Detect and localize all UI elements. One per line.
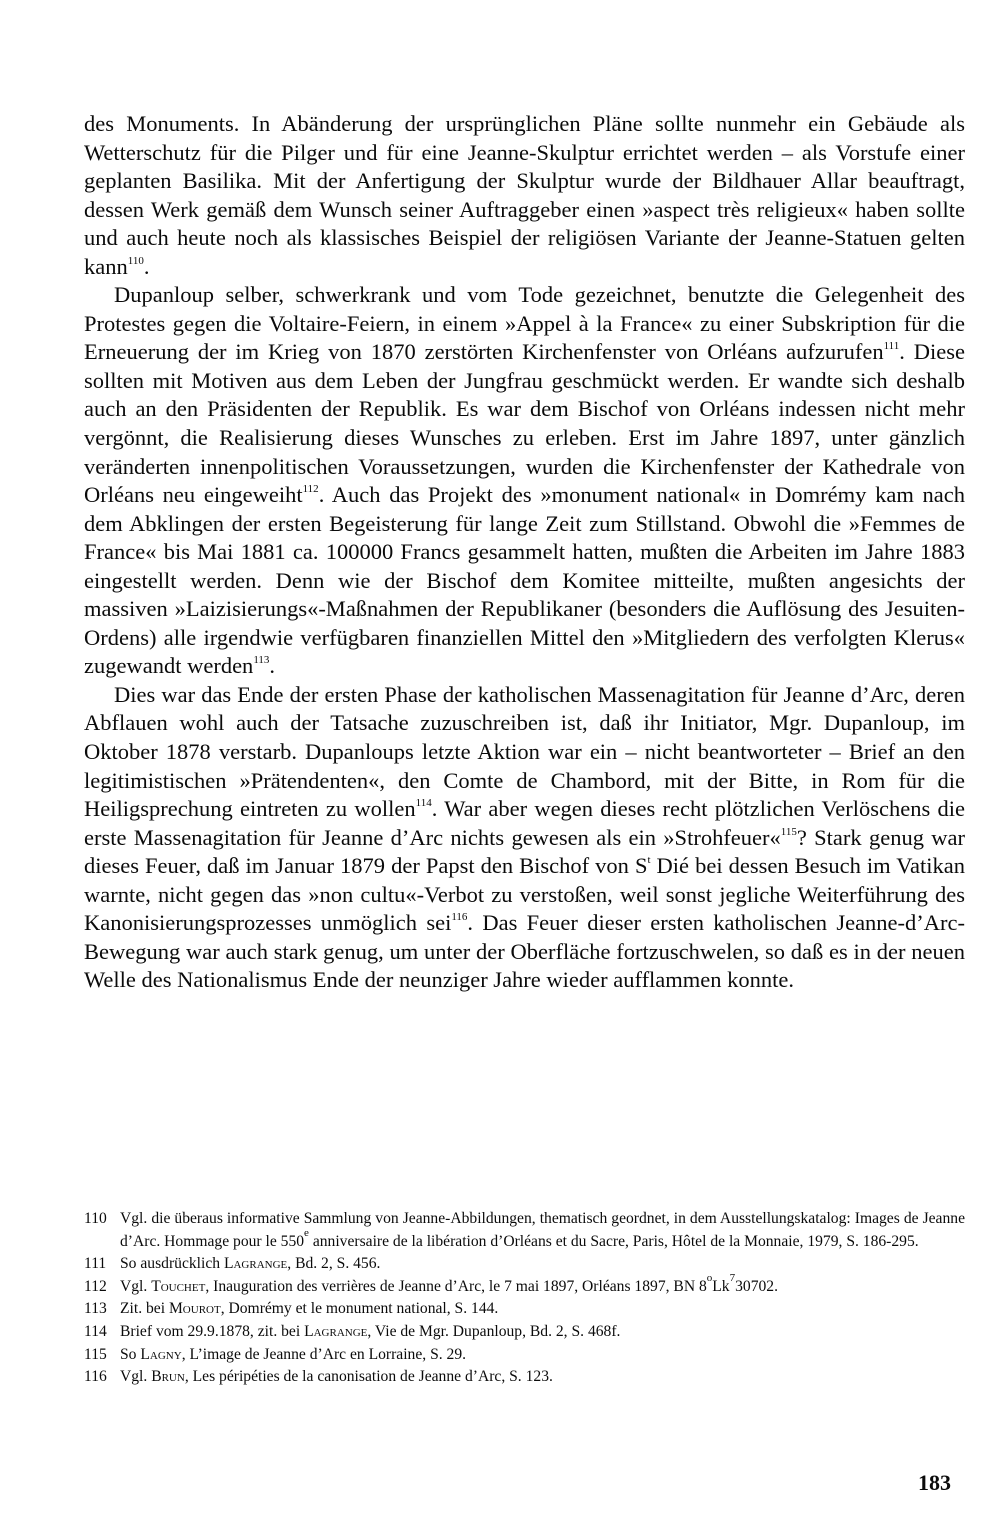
footnote-ref-112: 112 bbox=[302, 483, 319, 496]
footnote-number: 111 bbox=[84, 1255, 107, 1273]
paragraph-3-text-c: ? Stark genug war dieses Feuer, daß im Januar 1879 der Papst den Bischof von S bbox=[84, 824, 965, 879]
footnote-text: Lk bbox=[712, 1277, 730, 1295]
paragraph-2 bbox=[84, 281, 965, 681]
footnote-text: Vgl. die überaus informative Sammlung von Jeanne-Abbildungen, thematisch geordnet, in dem Ausstellungskatalog: Images de Jeanne d’Arc. Hommage pour le 550 bbox=[120, 1210, 965, 1250]
paragraph-3-text-d: Dié bei dessen Besuch im Vatikan warnte, nicht gegen das »non cultu«-Verbot zu verstoßen, weil sonst jegliche Weiterführung des Kanonisierungsprozesses unmöglich sei bbox=[84, 853, 965, 936]
footnote-superscript: 7 bbox=[729, 1271, 736, 1284]
footnote-text: , Les péripéties de la canonisation de Jeanne d’Arc, S. 123. bbox=[184, 1368, 553, 1386]
paragraph-3 bbox=[84, 681, 965, 995]
footnote-114 bbox=[84, 1321, 965, 1344]
footnote-author: Lagrange bbox=[223, 1255, 288, 1273]
footnote-text: , Bd. 2, S. 456. bbox=[287, 1255, 381, 1273]
footnote-text: , Domrémy et le monument national, S. 144. bbox=[220, 1300, 499, 1318]
footnote-ref-111: 111 bbox=[883, 340, 900, 353]
footnote-116 bbox=[84, 1366, 965, 1389]
footnote-number: 112 bbox=[84, 1277, 107, 1295]
paragraph-1 bbox=[84, 110, 965, 281]
footnote-superscript: o bbox=[706, 1271, 713, 1284]
footnote-115 bbox=[84, 1344, 965, 1367]
footnote-ref-114: 114 bbox=[415, 797, 432, 810]
paragraph-2-text-a: Dupanloup selber, schwerkrank und vom Tode gezeichnet, benutzte die Gelegenheit des Protestes gegen die Voltaire-Feiern, in einem »Appel à la France« zu einer Subskription für die Erneuerung der im Krieg von 1870 zerstörten Kirchenfenster von Orléans aufzurufen bbox=[84, 282, 965, 365]
footnote-ref-116: 116 bbox=[451, 911, 468, 924]
footnote-number: 114 bbox=[84, 1322, 107, 1340]
footnote-text: Vgl. bbox=[120, 1368, 152, 1386]
footnote-number: 113 bbox=[84, 1300, 107, 1318]
footnote-text: So bbox=[120, 1345, 141, 1363]
paragraph-2-text-b: . Diese sollten mit Motiven aus dem Leben der Jungfrau geschmückt werden. Er wandte sich deshalb auch an den Präsidenten der Republik. Es war dem Bischof von Orléans indessen nicht mehr vergönnt, die Realisierung dieses Wunsches zu erleben. Erst im Jahre 1897, unter gänzlich veränderten innenpolitischen Voraussetzungen, wurden die Kirchenfenster der Kathedrale von Orléans neu eingeweiht bbox=[84, 339, 965, 508]
footnote-number: 116 bbox=[84, 1368, 107, 1386]
footnote-text: Zit. bei bbox=[120, 1300, 169, 1318]
page-number: 183 bbox=[918, 1470, 951, 1495]
footnote-author: Brun bbox=[151, 1368, 185, 1386]
footnote-author: Touchet bbox=[151, 1277, 206, 1295]
footnote-author: Mourot bbox=[168, 1300, 221, 1318]
footnote-ref-110: 110 bbox=[127, 254, 144, 267]
main-text bbox=[84, 110, 965, 995]
paragraph-1-text: des Monuments. In Abänderung der ursprünglichen Pläne sollte nunmehr ein Gebäude als Wetterschutz für die Pilger und für eine Jeanne-Skulptur errichtet werden – als Vorstufe einer geplanten Basilika. Mit der Anfertigung der Skulptur wurde der Bildhauer Allar beauftragt, dessen Werk gemäß dem Wunsch seiner Auftraggeber einen »aspect très religieux« haben sollte und auch heute noch als klassisches Beispiel der religiösen Variante der Jeanne-Statuen gelten kann bbox=[84, 111, 965, 279]
footnote-superscript: e bbox=[304, 1226, 309, 1239]
footnote-text: Vgl. bbox=[120, 1277, 152, 1295]
footnote-ref-113: 113 bbox=[253, 654, 270, 667]
footnote-author: Lagny bbox=[140, 1345, 182, 1363]
footnote-ref-115: 115 bbox=[780, 825, 797, 838]
paragraph-2-text-c: . Auch das Projekt des »monument national« in Domrémy kam nach dem Abklingen der ersten Begeisterung für lange Zeit zum Stillstand. Obwohl die »Femmes de France« bis Mai 1881 ca. 100000 Francs gesammelt hatten, mußten die Arbeiten im Jahre 1883 eingestellt werden. Denn wie der Bischof dem Komitee mitteilte, mußten angesichts der massiven »Laizisierungs«-Maßnahmen der Republikaner (besonders die Auflösung des Jesuiten-Ordens) alle irgendwie verfügbaren finanziellen Mittel den »Mitgliedern des verfolgten Klerus« zugewandt werden bbox=[84, 482, 966, 679]
footnote-author: Lagrange bbox=[304, 1322, 368, 1340]
footnote-text: anniversaire de la libération d’Orléans et du Sacre, Paris, Hôtel de la Monnaie, 1979, S. 186-295. bbox=[308, 1232, 919, 1250]
footnote-number: 110 bbox=[84, 1210, 107, 1227]
footnote-text: , L’image de Jeanne d’Arc en Lorraine, S. 29. bbox=[181, 1345, 467, 1363]
footnote-111 bbox=[84, 1253, 965, 1276]
footnote-113 bbox=[84, 1298, 965, 1321]
paragraph-2-end: . bbox=[269, 653, 276, 679]
paragraph-3-text-e: . Das Feuer dieser ersten katholischen Jeanne-d’Arc-Bewegung war auch stark genug, um unter der Oberfläche fortzuschwelen, so daß es in der neuen Welle des Nationalismus Ende der neunziger Jahre wieder aufflammen konnte. bbox=[84, 910, 966, 993]
footnote-text: Brief vom 29.9.1878, zit. bei bbox=[120, 1322, 305, 1340]
footnote-text: , Vie de Mgr. Dupanloup, Bd. 2, S. 468f. bbox=[367, 1322, 621, 1340]
footnote-110 bbox=[84, 1208, 965, 1253]
footnote-number: 115 bbox=[84, 1345, 107, 1363]
paragraph-1-end: . bbox=[143, 253, 150, 279]
footnote-112 bbox=[84, 1271, 965, 1299]
paragraph-3-text-b: . War aber wegen dieses recht plötzlichen Verlöschens die erste Massenagitation für Jeanne d’Arc nichts gewesen als ein »Strohfeuer« bbox=[84, 796, 965, 850]
paragraph-3-text-a: Dies war das Ende der ersten Phase der katholischen Massenagitation für Jeanne d’Arc, deren Abflauen wohl auch der Tatsache zuzuschreiben ist, daß ihr Initiator, Mgr. Dupanloup, im Oktober 1878 verstarb. Dupanloups letzte Aktion war ein – nicht beantworteter – Brief an den legitimistischen »Prätendenten«, den Comte de Chambord, mit der Bitte, in Rom für die Heiligsprechung eintreten zu wollen bbox=[84, 681, 965, 822]
saint-abbrev-superscript: t bbox=[647, 854, 651, 867]
footnote-text: , Inauguration des verrières de Jeanne d’Arc, le 7 mai 1897, Orléans 1897, BN 8 bbox=[205, 1277, 707, 1295]
footnote-text: So ausdrücklich bbox=[120, 1255, 224, 1273]
footnote-text: 30702. bbox=[735, 1277, 778, 1295]
footnotes bbox=[84, 1208, 965, 1389]
